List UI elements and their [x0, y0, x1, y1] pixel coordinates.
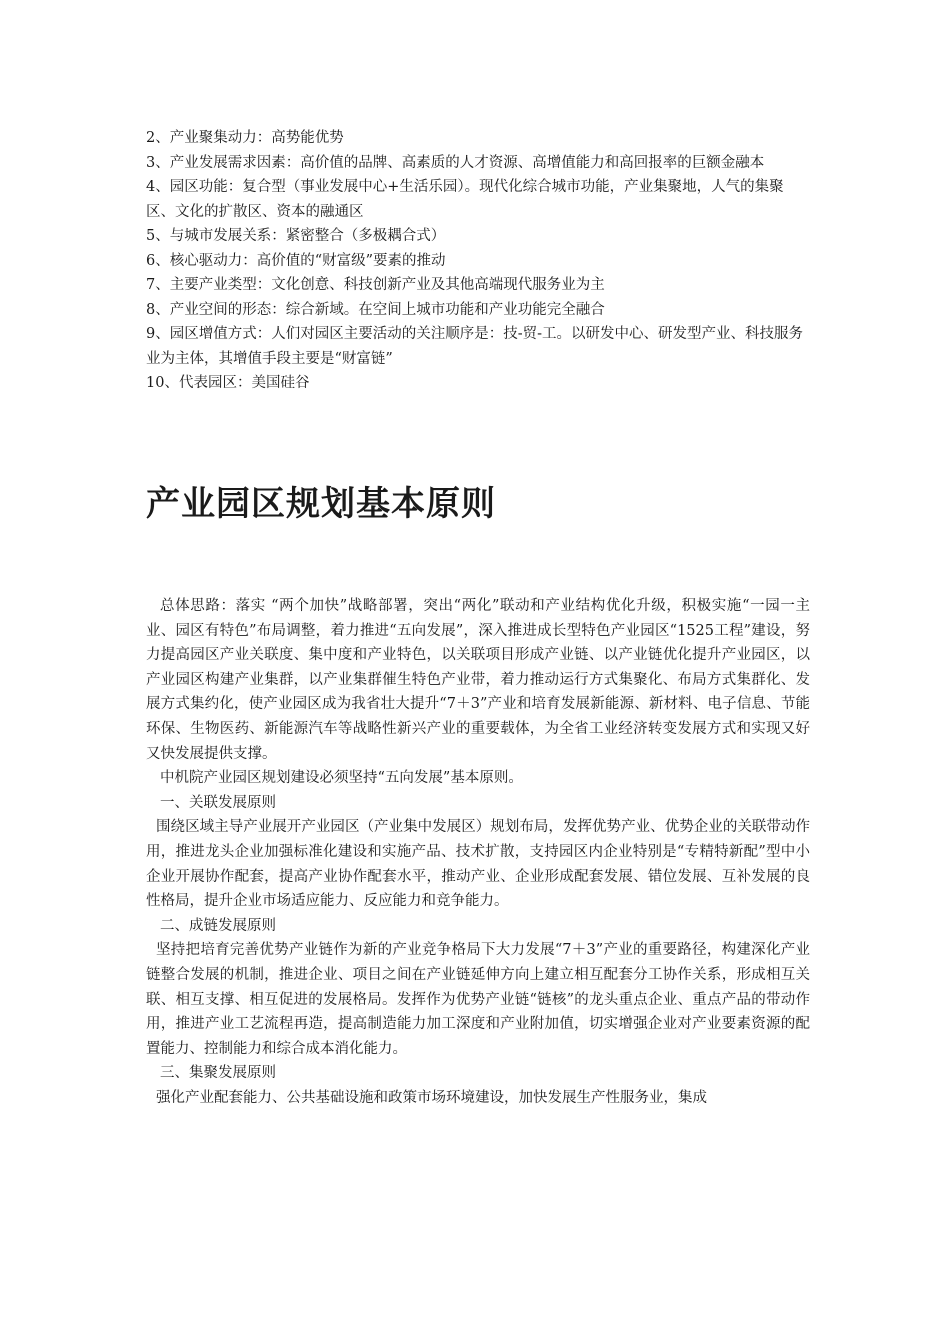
- principle-intro: 中机院产业园区规划建设必须坚持“五向发展”基本原则。: [160, 770, 523, 787]
- principle-title-2: 二、成链发展原则: [160, 917, 276, 934]
- document-page: [146, 126, 810, 1106]
- section-heading: 产业园区规划基本原则: [146, 484, 496, 524]
- list-item: 9、园区增值方式：人们对园区主要活动的关注顺序是：技-贸-工。以研发中心、研发型产业、科技服务业为主体，其增值手段主要是“财富链”: [146, 326, 804, 367]
- list-item: 8、产业空间的形态：综合新域。在空间上城市功能和产业功能完全融合: [146, 301, 605, 318]
- principle-body-2: 坚持把培育完善优势产业链作为新的产业竞争格局下大力发展“7＋3”产业的重要路径，构建深化产业链整合发展的机制，推进企业、项目之间在产业链延伸方向上建立相互配套分工协作关系，形成相互关联、相互支撑、相互促进的发展格局。发挥作为优势产业链“链核”的龙头重点企业、重点产品的带动作用，推进产业工艺流程再造，提高制造能力加工深度和产业附加值，切实增强企业对产业要素资源的配置能力、控制能力和综合成本消化能力。: [146, 942, 810, 1057]
- list-item: 4、园区功能：复合型（事业发展中心+生活乐园）。现代化综合城市功能，产业集聚地，人气的集聚区、文化的扩散区、资本的融通区: [146, 179, 784, 220]
- principle-body-1: 围绕区域主导产业展开产业园区（产业集中发展区）规划布局，发挥优势产业、优势企业的关联带动作用，推进龙头企业加强标准化建设和实施产品、技术扩散，支持园区内企业特别是“专精特新配”型中小企业开展协作配套，提高产业协作配套水平，推动产业、企业形成配套发展、错位发展、互补发展的良性格局，提升企业市场适应能力、反应能力和竞争能力。: [146, 819, 810, 910]
- principle-title-1: 一、关联发展原则: [160, 794, 276, 811]
- overview-paragraph: 总体思路：落实 “两个加快”战略部署，突出“两化”联动和产业结构优化升级，积极实施“一园一主业、园区有特色”布局调整，着力推进“五向发展”，深入推进成长型特色产业园区“1525工程”建设，努力提高园区产业关联度、集中度和产业特色，以关联项目形成产业链、以产业链优化提升产业园区，以产业园区构建产业集群，以产业集群催生特色产业带，着力推动运行方式集聚化、布局方式集群化、发展方式集约化，使产业园区成为我省壮大提升“7＋3”产业和培育发展新能源、新材料、电子信息、节能环保、生物医药、新能源汽车等战略性新兴产业的重要载体，为全省工业经济转变发展方式和实现又好又快发展提供支撑。: [146, 598, 810, 762]
- principle-title-3: 三、集聚发展原则: [160, 1065, 276, 1082]
- list-item: 3、产业发展需求因素：高价值的品牌、高素质的人才资源、高增值能力和高回报率的巨额金融本: [146, 154, 765, 171]
- list-item: 7、主要产业类型：文化创意、科技创新产业及其他高端现代服务业为主: [146, 277, 605, 293]
- list-item: 10、代表园区：美国硅谷: [146, 375, 310, 391]
- section-body: [146, 594, 810, 1110]
- list-item: 6、核心驱动力：高价值的“财富级”要素的推动: [146, 252, 446, 269]
- list-item: 2、产业聚集动力：高势能优势: [146, 130, 344, 146]
- principle-body-3: 强化产业配套能力、公共基础设施和政策市场环境建设，加快发展生产性服务业，集成: [156, 1089, 707, 1106]
- list-item: 5、与城市发展关系：紧密整合（多极耦合式）: [146, 228, 446, 244]
- feature-list: [146, 126, 810, 396]
